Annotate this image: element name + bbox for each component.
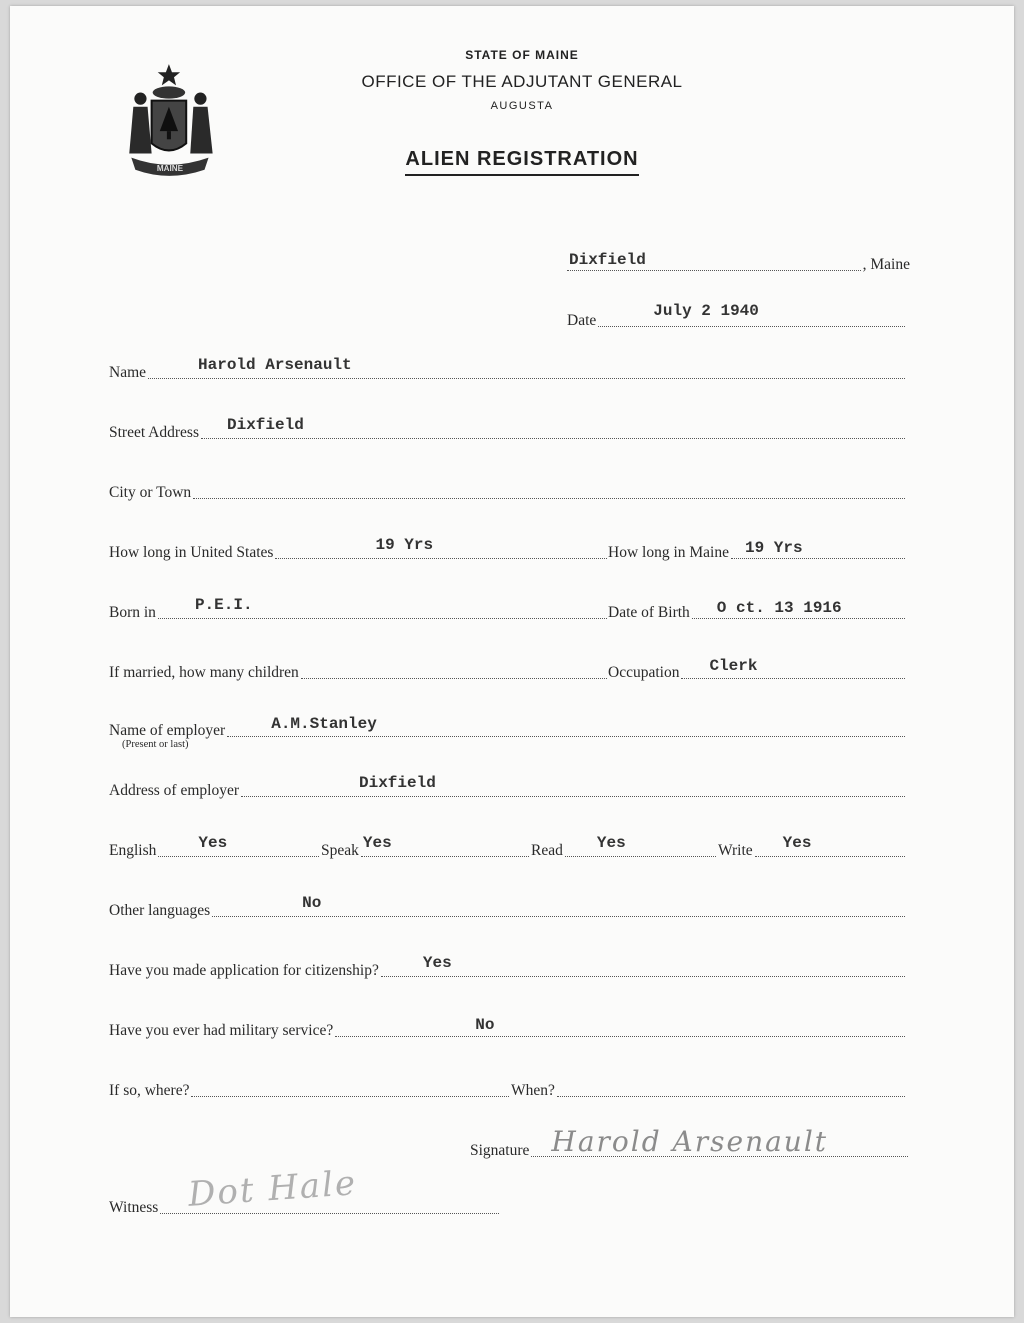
- city-row: [109, 476, 907, 502]
- dob-value: O ct. 13 1916: [716, 599, 842, 617]
- employer-address-field[interactable]: [241, 774, 905, 797]
- street-value: Dixfield: [226, 416, 304, 434]
- name-field[interactable]: [148, 356, 905, 379]
- born-label: Born in: [109, 604, 156, 621]
- military-label: Have you ever had military service?: [109, 1022, 334, 1039]
- born-row: [109, 596, 609, 622]
- children-field[interactable]: [301, 656, 607, 679]
- registration-form: [10, 6, 1014, 1317]
- us-years-value: 19 Yrs: [375, 536, 434, 554]
- dob-field[interactable]: [692, 596, 905, 619]
- employer-address-row: [109, 774, 907, 800]
- occupation-row: [608, 656, 907, 682]
- state-heading: STATE OF MAINE: [465, 48, 579, 62]
- name-label: Name: [109, 364, 147, 381]
- read-field[interactable]: [565, 834, 716, 857]
- occupation-field[interactable]: [681, 656, 905, 679]
- children-row: [109, 656, 609, 682]
- signature-label: Signature: [470, 1142, 530, 1159]
- city-label: City or Town: [109, 484, 192, 501]
- children-label: If married, how many children: [109, 664, 299, 681]
- employer-value: A.M.Stanley: [271, 715, 377, 733]
- write-field[interactable]: [755, 834, 905, 857]
- maine-years-value: 19 Yrs: [744, 539, 803, 557]
- office-heading: OFFICE OF THE ADJUTANT GENERAL: [361, 72, 683, 91]
- where-row: [109, 1074, 511, 1100]
- us-years-row: [109, 536, 609, 562]
- signature-value: Harold Arsenault: [551, 1125, 829, 1158]
- citizenship-value: Yes: [422, 954, 452, 972]
- date-row: [567, 304, 907, 330]
- speak-row: [321, 834, 531, 860]
- english-label: English: [109, 842, 157, 859]
- place-field[interactable]: [567, 248, 861, 271]
- date-value: July 2 1940: [653, 302, 759, 320]
- born-field[interactable]: [158, 596, 607, 619]
- born-value: P.E.I.: [194, 596, 253, 614]
- us-years-label: How long in United States: [109, 544, 274, 561]
- city-heading: AUGUSTA: [490, 100, 554, 112]
- place-suffix: , Maine: [862, 256, 910, 273]
- read-row: [531, 834, 718, 860]
- witness-row: [109, 1163, 501, 1217]
- english-field[interactable]: [158, 834, 319, 857]
- military-row: [109, 1014, 907, 1040]
- occupation-value: Clerk: [709, 657, 758, 675]
- city-field[interactable]: [193, 476, 905, 499]
- write-label: Write: [718, 842, 753, 859]
- write-value: Yes: [782, 834, 812, 852]
- employer-address-value: Dixfield: [359, 774, 436, 792]
- witness-value: Dot Hale: [187, 1163, 359, 1215]
- citizenship-label: Have you made application for citizenship?: [109, 962, 379, 979]
- employer-field[interactable]: [227, 714, 905, 737]
- place-value: Dixfield: [569, 251, 646, 269]
- name-value: Harold Arsenault: [198, 356, 352, 374]
- read-label: Read: [531, 842, 563, 859]
- maine-years-label: How long in Maine: [608, 544, 729, 561]
- form-title: ALIEN REGISTRATION: [330, 148, 714, 171]
- citizenship-row: [109, 954, 907, 980]
- signature-field[interactable]: [531, 1125, 908, 1158]
- street-label: Street Address: [109, 424, 199, 441]
- employer-row: [109, 714, 907, 740]
- speak-field[interactable]: [361, 834, 529, 857]
- other-languages-value: No: [302, 894, 322, 912]
- other-languages-label: Other languages: [109, 902, 211, 919]
- other-languages-row: [109, 894, 907, 920]
- witness-field[interactable]: [160, 1163, 499, 1215]
- dob-label: Date of Birth: [608, 604, 690, 621]
- where-label: If so, where?: [109, 1082, 190, 1099]
- military-value: No: [475, 1016, 495, 1034]
- place-row: [565, 248, 910, 274]
- read-value: Yes: [596, 834, 626, 852]
- date-label: Date: [567, 312, 597, 329]
- english-value: Yes: [198, 834, 228, 852]
- occupation-label: Occupation: [608, 664, 680, 681]
- when-label: When?: [511, 1082, 555, 1099]
- maine-years-field[interactable]: [731, 536, 905, 559]
- where-field[interactable]: [191, 1074, 509, 1097]
- street-row: [109, 416, 907, 442]
- us-years-field[interactable]: [275, 536, 607, 559]
- employer-label: Name of employer: [109, 722, 226, 739]
- svg-text:MAINE: MAINE: [156, 163, 184, 173]
- write-row: [718, 834, 907, 860]
- date-field[interactable]: [598, 304, 905, 327]
- signature-row: [470, 1125, 910, 1160]
- when-field[interactable]: [557, 1074, 905, 1097]
- maine-years-row: [608, 536, 907, 562]
- employer-sublabel: (Present or last): [122, 739, 189, 750]
- speak-label: Speak: [321, 842, 359, 859]
- dob-row: [608, 596, 907, 622]
- witness-label: Witness: [109, 1199, 159, 1216]
- other-languages-field[interactable]: [212, 894, 905, 917]
- english-row: [109, 834, 321, 860]
- employer-address-label: Address of employer: [109, 782, 239, 799]
- military-field[interactable]: [335, 1014, 905, 1037]
- street-field[interactable]: [201, 416, 905, 439]
- citizenship-field[interactable]: [381, 954, 905, 977]
- when-row: [511, 1074, 907, 1100]
- state-of-maine-seal-icon: [113, 60, 235, 182]
- name-row: [109, 356, 907, 382]
- speak-value: Yes: [362, 834, 392, 852]
